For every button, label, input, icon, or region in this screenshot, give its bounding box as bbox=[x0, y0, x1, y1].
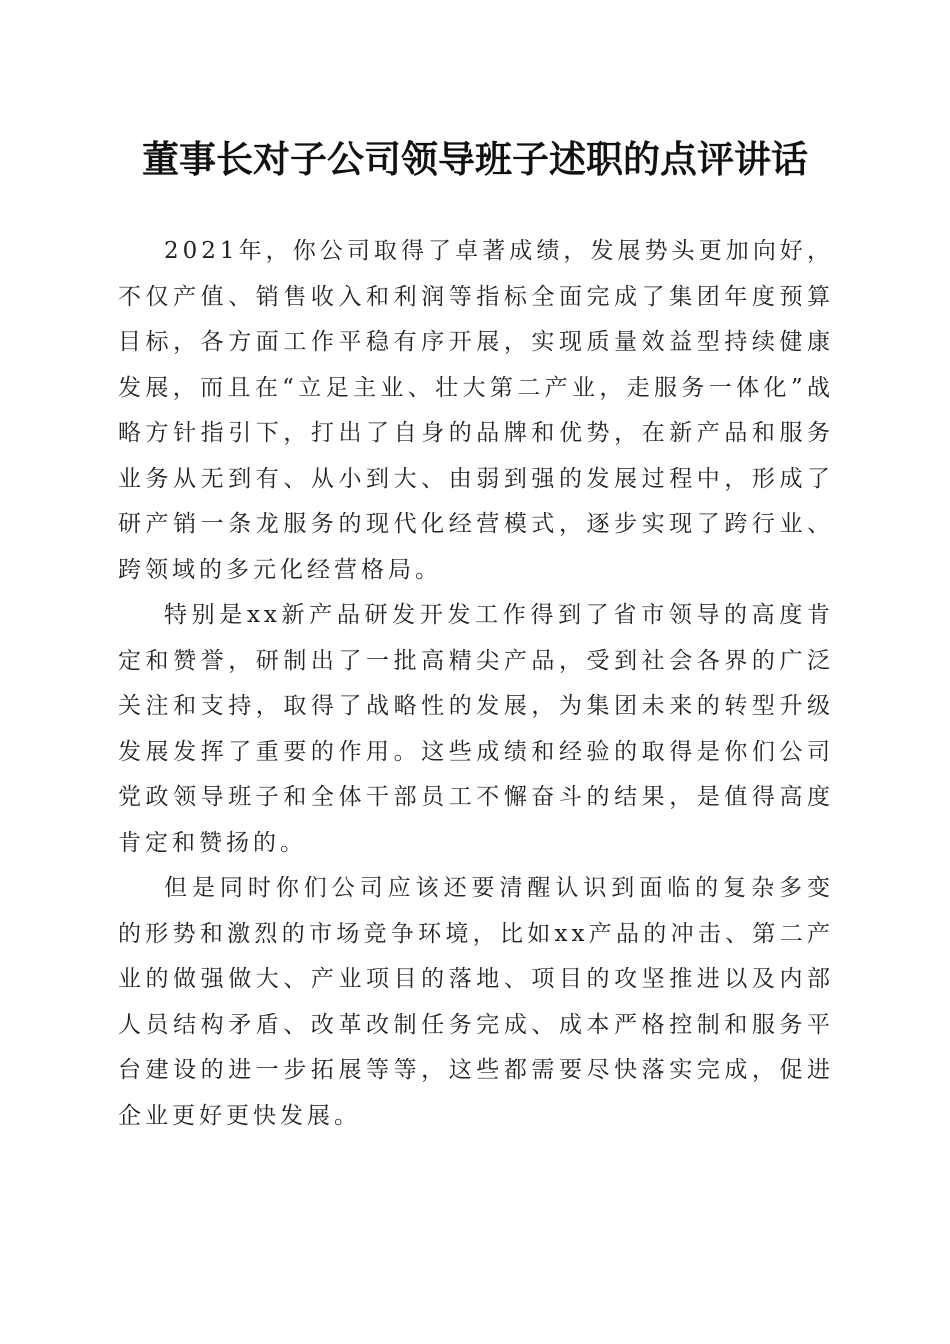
document-title: 董事长对子公司领导班子述职的点评讲话 bbox=[142, 137, 808, 181]
paragraph-3: 但是同时你们公司应该还要清醒认识到面临的复杂多变的形势和激烈的市场竞争环境，比如xx产品的冲击、第二产业的做强做大、产业项目的落地、项目的攻坚推进以及内部人员结构矛盾、改革改制任务完成、成本严格控制和服务平台建设的进一步拓展等等，这些都需要尽快落实完成，促进企业更好更快发展。 bbox=[118, 875, 834, 1129]
document-body bbox=[118, 229, 834, 1139]
paragraph-2: 特别是xx新产品研发开发工作得到了省市领导的高度肯定和赞誉，研制出了一批高精尖产品，受到社会各界的广泛关注和支持，取得了战略性的发展，为集团未来的转型升级发展发挥了重要的作用。这些成绩和经验的取得是你们公司党政领导班子和全体干部员工不懈奋斗的结果，是值得高度肯定和赞扬的。 bbox=[118, 602, 834, 856]
paragraph-1: 2021年，你公司取得了卓著成绩，发展势头更加向好，不仅产值、销售收入和利润等指标全面完成了集团年度预算目标，各方面工作平稳有序开展，实现质量效益型持续健康发展，而且在“立足主业、壮大第二产业，走服务一体化”战略方针指引下，打出了自身的品牌和优势，在新产品和服务业务从无到有、从小到大、由弱到强的发展过程中，形成了研产销一条龙服务的现代化经营模式，逐步实现了跨行业、跨领域的多元化经营格局。 bbox=[118, 238, 834, 583]
